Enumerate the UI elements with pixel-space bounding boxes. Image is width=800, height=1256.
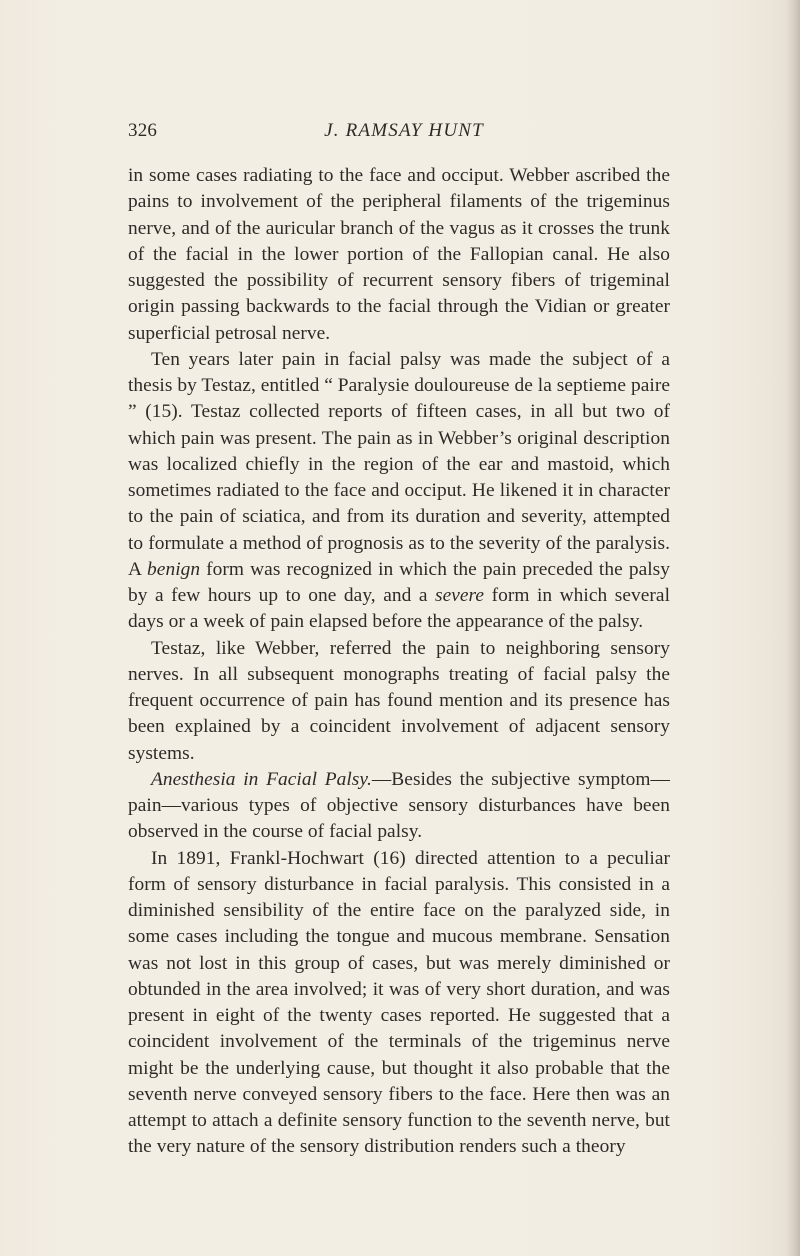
paragraph-text: Ten years later pain in facial palsy was made the subject of a thesis by Testaz, entitled “ Paralysie douloureuse de la septieme paire ” (15). Testaz collected reports of fifteen cases, in all but two of which pain was present. The pain as in Webber’s original description was localized chiefly in the region of the ear and mastoid, which sometimes radiated to the face and occiput. He likened it in character to the pain of sciatica, and from its duration and severity, attempted to formulate a method of prognosis as to the severity of the paralysis. A xyxy=(128,348,670,580)
paragraph-text: —Besides the subjective symptom—pain—various types of objective sensory disturbances have been observed in the course of facial palsy. xyxy=(128,768,670,843)
italic-term-severe: severe xyxy=(434,585,485,606)
page-edge-shadow xyxy=(786,0,800,1256)
paragraph-text: form in which several days or a week of pain elapsed before the appearance of the palsy. xyxy=(128,585,671,633)
italic-term-benign: benign xyxy=(147,558,201,580)
page-number: 326 xyxy=(128,120,158,141)
section-heading: Anesthesia in Facial Palsy. xyxy=(151,768,372,790)
paragraph-text: Testaz, like Webber, referred the pain to neighboring sensory nerves. In all subsequent monographs treating of facial palsy the frequent occurrence of pain has found mention and its presence has been explained by a coincident involvement of adjacent sensory systems. xyxy=(128,637,670,764)
paragraph xyxy=(128,846,670,1161)
body-text xyxy=(128,163,670,1161)
paragraph xyxy=(128,767,670,846)
paragraph xyxy=(128,636,670,767)
page-header xyxy=(128,120,680,146)
paragraph-text: form was recognized in which the pain preceded the palsy by a few hours up to one day, and a xyxy=(128,558,671,606)
paragraph-text: in some cases radiating to the face and occiput. Webber ascribed the pains to involvement of the peripheral filaments of the trigeminus nerve, and of the auricular branch of the vagus as it crosses the trunk of the facial in the lower portion of the Fallopian canal. He also suggested the possibility of recurrent sensory fibers of trigeminal origin passing backwards to the facial through the Vidian or greater superficial petrosal nerve. xyxy=(128,165,670,344)
paragraph-text: In 1891, Frankl-Hochwart (16) directed attention to a peculiar form of sensory disturbance in facial paralysis. This consisted in a diminished sensibility of the entire face on the paralyzed side, in some cases including the tongue and mucous membrane. Sensation was not lost in this group of cases, but was merely diminished or obtunded in the area involved; it was of very short duration, and was present in eight of the twenty cases reported. He suggested that a coincident involvement of the terminals of the trigeminus nerve might be the underlying cause, but thought it also probable that the seventh nerve conveyed sensory fibers to the face. Here then was an attempt to attach a definite sensory function to the seventh nerve, but the very nature of the sensory distribution renders such a theory xyxy=(128,847,670,1158)
paragraph xyxy=(128,163,670,347)
running-head: J. RAMSAY HUNT xyxy=(324,120,484,141)
paragraph xyxy=(128,347,670,636)
